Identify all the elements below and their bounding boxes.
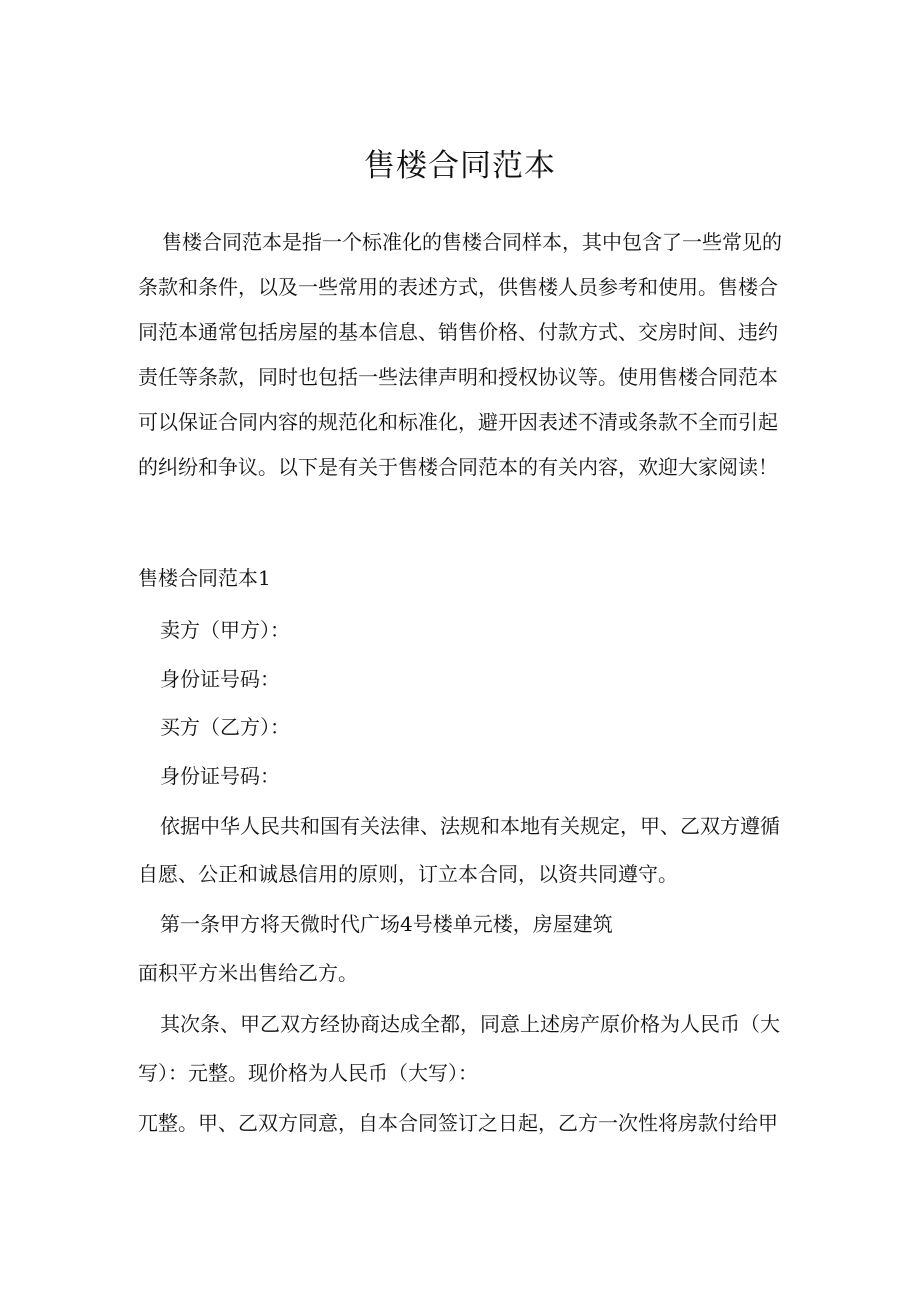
buyer-id-label: 身份证号码： xyxy=(160,764,280,788)
intro-paragraph: 售楼合同范本是指一个标准化的售楼合同样本，其中包含了一些常见的条款和条件，以及一些常用的表述方式，供售楼人员参考和使用。售楼合同范本通常包括房屋的基本信息、销售价格、付款方式、交房时间、违约责任等条款，同时也包括一些法律声明和授权协议等。使用售楼合同范本可以保证合同内容的规范化和标准化，避开因表述不清或条款不全而引起的纠纷和争议。以下是有关于售楼合同范本的有关内容，欢迎大家阅读！ xyxy=(138,230,782,479)
document-title: 售楼合同范本 xyxy=(364,148,556,184)
article2-line-2: 写）：元整。现价格为人民币（大写）： xyxy=(138,1061,478,1085)
buyer-label: 买方（乙方）： xyxy=(160,715,290,739)
article1-line-1: 第一条甲方将天微时代广场4号楼单元楼，房屋建筑 xyxy=(160,912,613,936)
basis-line-1: 依据中华人民共和国有关法律、法规和本地有关规定，甲、乙双方遵循 xyxy=(160,814,780,838)
section-heading: 售楼合同范本1 xyxy=(138,566,271,590)
article2-line-1: 其次条、甲乙双方经协商达成全都，同意上述房产原价格为人民币（大 xyxy=(160,1012,780,1036)
seller-label: 卖方（甲方）： xyxy=(160,618,290,642)
basis-line-2: 自愿、公正和诚恳信用的原则，订立本合同，以资共同遵守。 xyxy=(138,862,678,886)
seller-id-label: 身份证号码： xyxy=(160,667,280,691)
article1-line-2: 面积平方米出售给乙方。 xyxy=(138,961,358,985)
article2-line-3: 兀整。甲、乙双方同意，自本合同签订之日起，乙方一次性将房款付给甲 xyxy=(138,1111,778,1135)
